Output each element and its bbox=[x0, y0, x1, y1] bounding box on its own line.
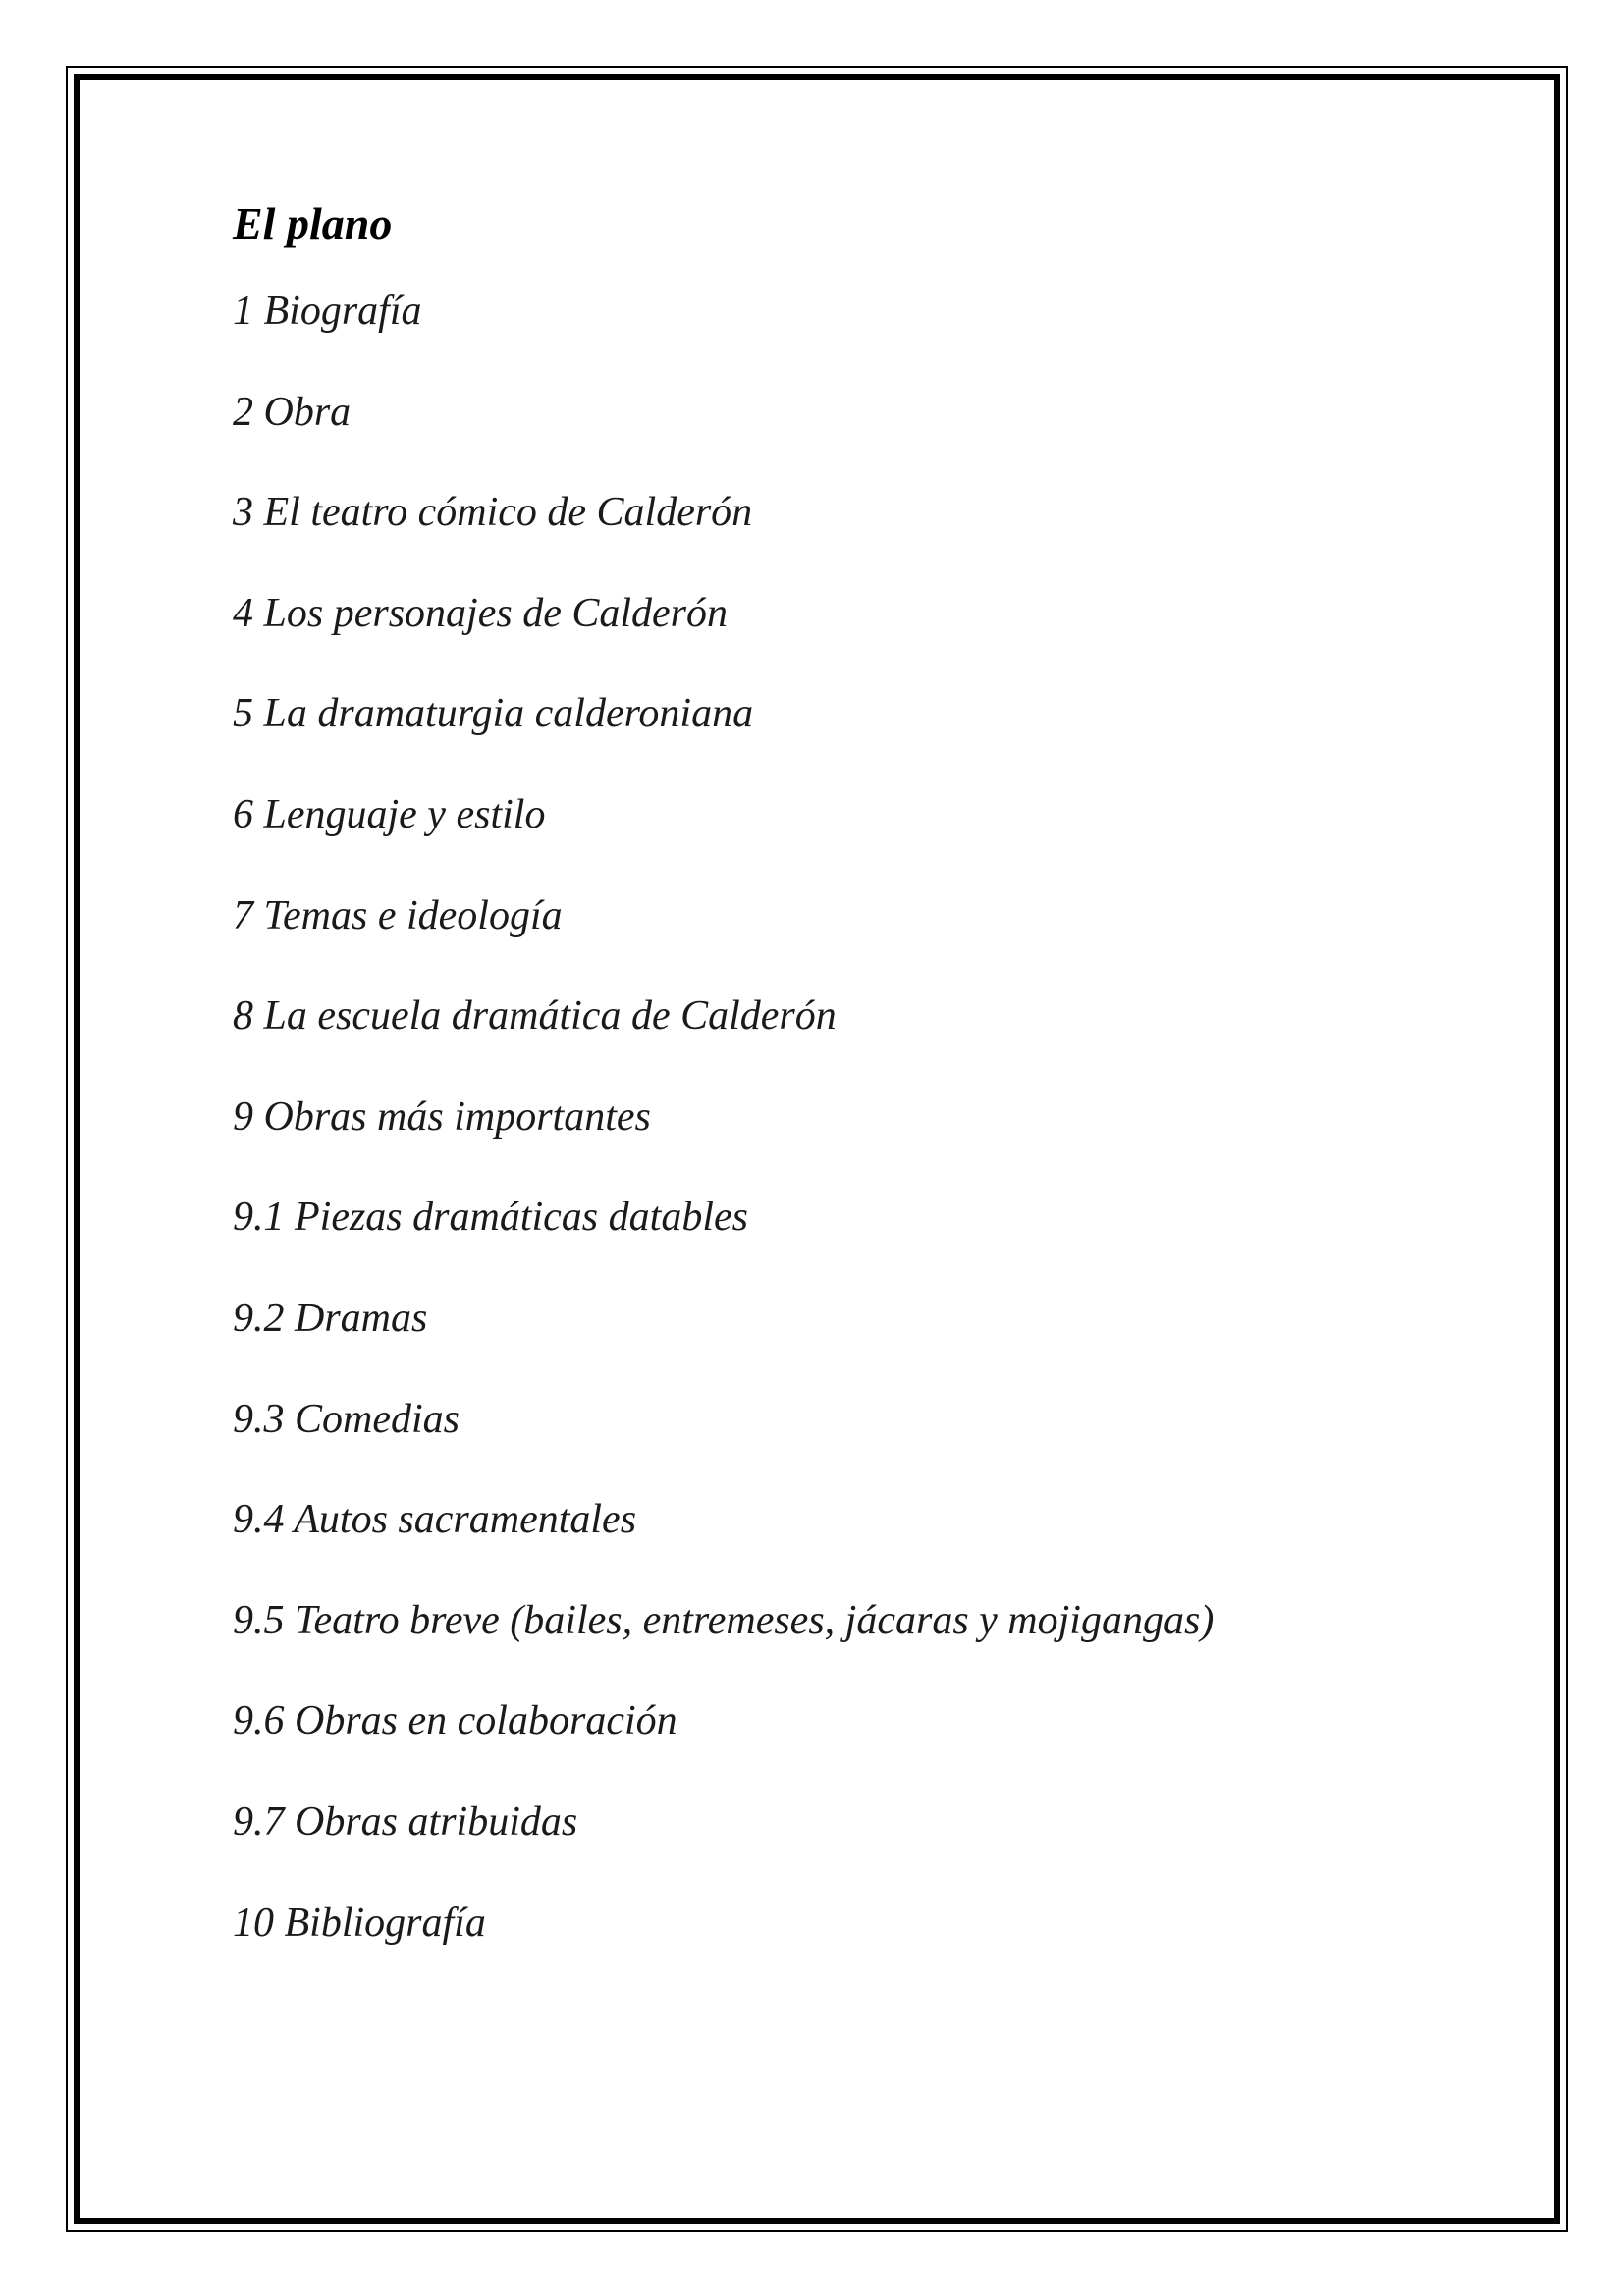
toc-item: 9.1 Piezas dramáticas datables bbox=[233, 1195, 748, 1241]
toc-item: 9 Obras más importantes bbox=[233, 1094, 651, 1140]
page-content bbox=[233, 187, 1509, 1999]
toc-item: 1 Biografía bbox=[233, 289, 422, 334]
toc-item: 3 El teatro cómico de Calderón bbox=[233, 490, 753, 536]
toc-item: 5 La dramaturgia calderoniana bbox=[233, 691, 754, 737]
toc-item: 9.6 Obras en colaboración bbox=[233, 1698, 677, 1744]
toc-item: 6 Lenguaje y estilo bbox=[233, 791, 546, 837]
toc-item: 2 Obra bbox=[233, 389, 352, 435]
toc-item: 9.2 Dramas bbox=[233, 1295, 428, 1341]
toc-item: 9.5 Teatro breve (bailes, entremeses, jácaras y mojigangas) bbox=[233, 1597, 1215, 1643]
page-title: El plano bbox=[233, 198, 393, 248]
toc-item: 4 Los personajes de Calderón bbox=[233, 590, 728, 636]
table-of-contents bbox=[233, 287, 1509, 1948]
toc-item: 10 Bibliografía bbox=[233, 1899, 486, 1946]
toc-item: 9.3 Comedias bbox=[233, 1396, 460, 1442]
toc-item: 7 Temas e ideología bbox=[233, 892, 563, 938]
toc-item: 9.4 Autos sacramentales bbox=[233, 1497, 637, 1543]
toc-item: 9.7 Obras atribuidas bbox=[233, 1798, 578, 1844]
toc-item: 8 La escuela dramática de Calderón bbox=[233, 993, 837, 1040]
